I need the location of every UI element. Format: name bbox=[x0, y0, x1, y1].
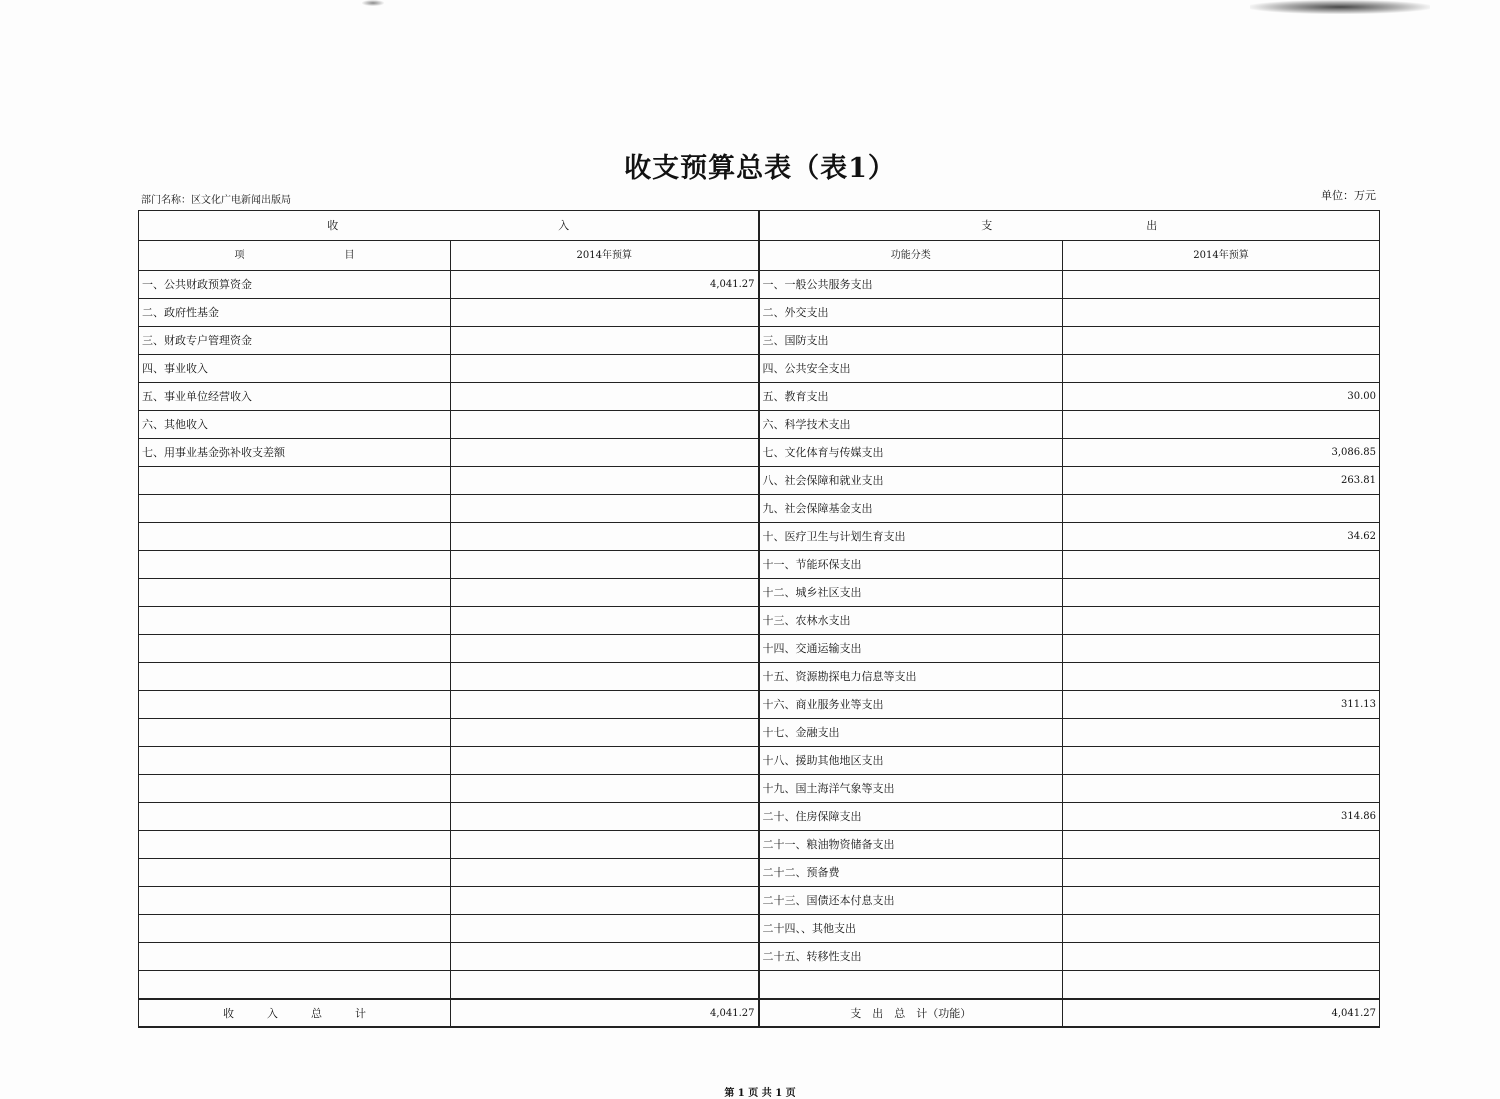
expense-item-cell: 十六、商业服务业等支出 bbox=[759, 691, 1063, 719]
income-item-cell bbox=[139, 663, 451, 691]
expense-value-cell bbox=[1063, 579, 1380, 607]
income-item-cell bbox=[139, 803, 451, 831]
expense-item-cell: 二十、住房保障支出 bbox=[759, 803, 1063, 831]
table-row bbox=[139, 383, 1380, 411]
table-row bbox=[139, 495, 1380, 523]
table-row bbox=[139, 803, 1380, 831]
income-value-cell bbox=[451, 663, 759, 691]
table-row bbox=[139, 691, 1380, 719]
header-row-columns bbox=[139, 241, 1380, 271]
expense-value-cell bbox=[1063, 635, 1380, 663]
table-row bbox=[139, 859, 1380, 887]
income-value-cell: 4,041.27 bbox=[451, 271, 759, 299]
income-value-cell bbox=[451, 299, 759, 327]
income-item-cell bbox=[139, 887, 451, 915]
expense-value-cell: 314.86 bbox=[1063, 803, 1380, 831]
expense-item-cell: 七、文化体育与传媒支出 bbox=[759, 439, 1063, 467]
department-name: 部门名称：区文化广电新闻出版局 bbox=[141, 195, 291, 206]
expense-value-cell bbox=[1063, 775, 1380, 803]
expense-value-cell bbox=[1063, 887, 1380, 915]
table-row bbox=[139, 747, 1380, 775]
income-item-cell bbox=[139, 943, 451, 971]
income-item-cell bbox=[139, 915, 451, 943]
income-value-cell bbox=[451, 775, 759, 803]
col-header-income-budget: 2014年预算 bbox=[451, 241, 759, 271]
income-item-cell bbox=[139, 691, 451, 719]
expense-section-header: 支 出 bbox=[759, 211, 1380, 241]
income-item-cell bbox=[139, 551, 451, 579]
expense-item-cell: 十一、节能环保支出 bbox=[759, 551, 1063, 579]
income-total-value: 4,041.27 bbox=[451, 999, 759, 1027]
page-title: 收支预算总表（表1） bbox=[624, 153, 896, 184]
expense-total-value: 4,041.27 bbox=[1063, 999, 1380, 1027]
expense-item-cell: 二十一、粮油物资储备支出 bbox=[759, 831, 1063, 859]
table-row bbox=[139, 887, 1380, 915]
table-row bbox=[139, 663, 1380, 691]
expense-item-cell: 六、科学技术支出 bbox=[759, 411, 1063, 439]
expense-value-cell bbox=[1063, 663, 1380, 691]
table-row bbox=[139, 411, 1380, 439]
income-item-cell: 五、事业单位经营收入 bbox=[139, 383, 451, 411]
expense-value-cell bbox=[1063, 971, 1380, 1000]
expense-total-label: 支 出 总 计（功能） bbox=[759, 999, 1063, 1027]
income-value-cell bbox=[451, 887, 759, 915]
income-value-cell bbox=[451, 439, 759, 467]
table-row bbox=[139, 971, 1380, 1000]
expense-item-cell: 二十三、国债还本付息支出 bbox=[759, 887, 1063, 915]
income-value-cell bbox=[451, 383, 759, 411]
income-item-cell bbox=[139, 775, 451, 803]
expense-item-cell: 十八、援助其他地区支出 bbox=[759, 747, 1063, 775]
expense-item-cell: 十二、城乡社区支出 bbox=[759, 579, 1063, 607]
table-row bbox=[139, 775, 1380, 803]
col-header-expense-budget: 2014年预算 bbox=[1063, 241, 1380, 271]
income-item-cell bbox=[139, 607, 451, 635]
income-section-header: 收 入 bbox=[139, 211, 759, 241]
income-value-cell bbox=[451, 467, 759, 495]
expense-item-cell: 三、国防支出 bbox=[759, 327, 1063, 355]
expense-item-cell: 二十四、、其他支出 bbox=[759, 915, 1063, 943]
unit-label: 单位：万元 bbox=[1321, 189, 1376, 202]
expense-item-cell: 二十五、转移性支出 bbox=[759, 943, 1063, 971]
totals-row bbox=[139, 999, 1380, 1027]
expense-value-cell bbox=[1063, 355, 1380, 383]
income-item-cell bbox=[139, 635, 451, 663]
income-value-cell bbox=[451, 355, 759, 383]
expense-item-cell: 一、一般公共服务支出 bbox=[759, 271, 1063, 299]
table-row bbox=[139, 915, 1380, 943]
income-value-cell bbox=[451, 719, 759, 747]
income-value-cell bbox=[451, 915, 759, 943]
expense-item-cell: 十九、国土海洋气象等支出 bbox=[759, 775, 1063, 803]
expense-value-cell: 263.81 bbox=[1063, 467, 1380, 495]
table-row bbox=[139, 551, 1380, 579]
page-footer: 第 1 页 共 1 页 bbox=[724, 1088, 796, 1099]
table-row bbox=[139, 579, 1380, 607]
budget-summary-table bbox=[138, 210, 1380, 1028]
income-item-cell bbox=[139, 859, 451, 887]
expense-value-cell: 30.00 bbox=[1063, 383, 1380, 411]
table-row bbox=[139, 943, 1380, 971]
income-item-cell bbox=[139, 579, 451, 607]
expense-value-cell bbox=[1063, 495, 1380, 523]
income-value-cell bbox=[451, 971, 759, 1000]
expense-item-cell: 二十二、预备费 bbox=[759, 859, 1063, 887]
income-value-cell bbox=[451, 495, 759, 523]
income-item-cell: 一、公共财政预算资金 bbox=[139, 271, 451, 299]
expense-value-cell: 34.62 bbox=[1063, 523, 1380, 551]
income-item-cell bbox=[139, 467, 451, 495]
income-value-cell bbox=[451, 551, 759, 579]
expense-item-cell: 十三、农林水支出 bbox=[759, 607, 1063, 635]
table-row bbox=[139, 719, 1380, 747]
expense-value-cell bbox=[1063, 719, 1380, 747]
expense-value-cell bbox=[1063, 271, 1380, 299]
expense-item-cell: 十、医疗卫生与计划生育支出 bbox=[759, 523, 1063, 551]
income-item-cell: 三、财政专户管理资金 bbox=[139, 327, 451, 355]
expense-value-cell: 311.13 bbox=[1063, 691, 1380, 719]
expense-value-cell bbox=[1063, 411, 1380, 439]
table-row bbox=[139, 467, 1380, 495]
expense-value-cell bbox=[1063, 859, 1380, 887]
income-item-cell bbox=[139, 831, 451, 859]
expense-item-cell: 四、公共安全支出 bbox=[759, 355, 1063, 383]
income-value-cell bbox=[451, 523, 759, 551]
expense-value-cell bbox=[1063, 551, 1380, 579]
scan-smudge-top bbox=[362, 0, 384, 6]
expense-item-cell: 十七、金融支出 bbox=[759, 719, 1063, 747]
income-item-cell bbox=[139, 523, 451, 551]
expense-item-cell: 八、社会保障和就业支出 bbox=[759, 467, 1063, 495]
income-value-cell bbox=[451, 607, 759, 635]
expense-item-cell: 二、外交支出 bbox=[759, 299, 1063, 327]
expense-value-cell bbox=[1063, 831, 1380, 859]
income-value-cell bbox=[451, 943, 759, 971]
expense-value-cell bbox=[1063, 327, 1380, 355]
col-header-item: 项 目 bbox=[139, 241, 451, 271]
income-value-cell bbox=[451, 747, 759, 775]
table-row bbox=[139, 327, 1380, 355]
income-item-cell: 四、事业收入 bbox=[139, 355, 451, 383]
income-value-cell bbox=[451, 327, 759, 355]
income-value-cell bbox=[451, 411, 759, 439]
income-value-cell bbox=[451, 635, 759, 663]
table-row bbox=[139, 271, 1380, 299]
header-row-sections bbox=[139, 211, 1380, 241]
expense-value-cell bbox=[1063, 747, 1380, 775]
col-header-function-class: 功能分类 bbox=[759, 241, 1063, 271]
expense-value-cell bbox=[1063, 607, 1380, 635]
income-value-cell bbox=[451, 691, 759, 719]
expense-item-cell: 十五、资源勘探电力信息等支出 bbox=[759, 663, 1063, 691]
income-value-cell bbox=[451, 859, 759, 887]
income-value-cell bbox=[451, 803, 759, 831]
table-row bbox=[139, 439, 1380, 467]
table-row bbox=[139, 299, 1380, 327]
income-item-cell bbox=[139, 971, 451, 1000]
expense-item-cell: 五、教育支出 bbox=[759, 383, 1063, 411]
income-item-cell bbox=[139, 495, 451, 523]
table-row bbox=[139, 523, 1380, 551]
income-item-cell: 二、政府性基金 bbox=[139, 299, 451, 327]
expense-value-cell bbox=[1063, 943, 1380, 971]
table-row bbox=[139, 831, 1380, 859]
expense-item-cell: 九、社会保障基金支出 bbox=[759, 495, 1063, 523]
table-row bbox=[139, 635, 1380, 663]
expense-item-cell bbox=[759, 971, 1063, 1000]
income-item-cell bbox=[139, 719, 451, 747]
expense-item-cell: 十四、交通运输支出 bbox=[759, 635, 1063, 663]
income-value-cell bbox=[451, 579, 759, 607]
income-total-label: 收 入 总 计 bbox=[139, 999, 451, 1027]
income-item-cell bbox=[139, 747, 451, 775]
expense-value-cell bbox=[1063, 915, 1380, 943]
income-item-cell: 七、用事业基金弥补收支差额 bbox=[139, 439, 451, 467]
table-row bbox=[139, 607, 1380, 635]
income-value-cell bbox=[451, 831, 759, 859]
scan-smudge-top-right bbox=[1250, 0, 1430, 14]
expense-value-cell: 3,086.85 bbox=[1063, 439, 1380, 467]
income-item-cell: 六、其他收入 bbox=[139, 411, 451, 439]
expense-value-cell bbox=[1063, 299, 1380, 327]
table-row bbox=[139, 355, 1380, 383]
